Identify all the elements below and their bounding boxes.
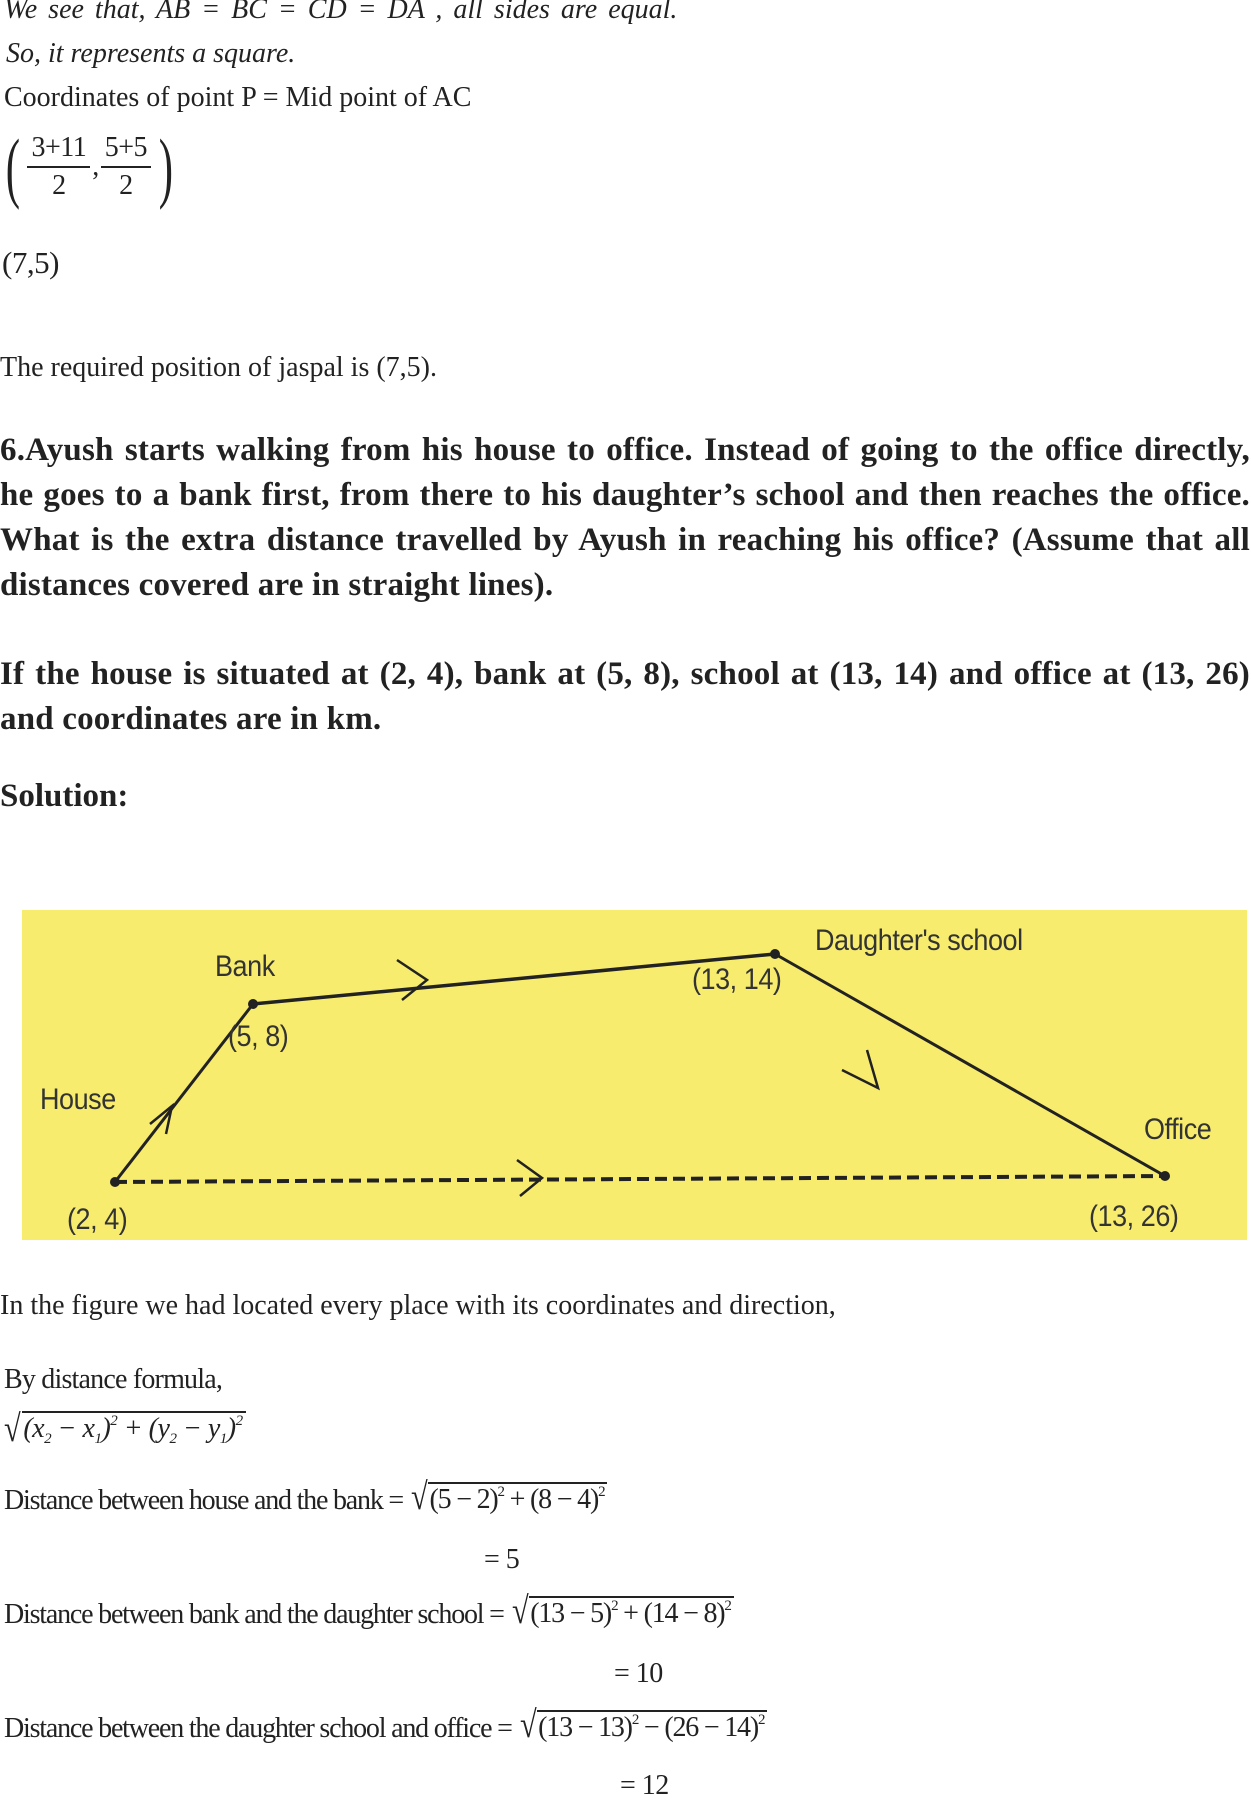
sqrt-symbol bbox=[2, 1410, 246, 1448]
question-given: If the house is situated at (2, 4), bank at (5, 8), school at (13, 14) and office at (13, 26) and coordinates are in km. bbox=[0, 656, 1250, 737]
square-conclusion-line: We see that, AB = BC = CD = DA , all sides are equal. bbox=[4, 0, 678, 25]
arrow-icon bbox=[150, 1106, 172, 1134]
x-fraction bbox=[27, 132, 90, 202]
school-label: Daughter's school bbox=[815, 924, 1023, 957]
distance-result: = 10 bbox=[614, 1658, 663, 1689]
formula-part: + (y bbox=[117, 1413, 170, 1444]
formula-intro: By distance formula, bbox=[4, 1364, 223, 1395]
expr-part: (13 − 5) bbox=[530, 1598, 612, 1629]
sqrt-symbol bbox=[510, 1592, 734, 1630]
formula-part: 2 bbox=[110, 1413, 118, 1429]
expr-part: 2 bbox=[598, 1484, 605, 1500]
expr-part: − (26 − 14) bbox=[638, 1712, 758, 1743]
midpoint-fraction bbox=[0, 123, 179, 210]
distance-row bbox=[4, 1706, 767, 1745]
school-coord: (13, 14) bbox=[692, 963, 782, 996]
distance-formula bbox=[2, 1410, 246, 1449]
office-coord: (13, 26) bbox=[1089, 1200, 1179, 1233]
radical-icon: √ bbox=[4, 1408, 21, 1450]
office-label: Office bbox=[1144, 1113, 1212, 1146]
left-paren: ( bbox=[5, 123, 20, 210]
radical-icon: √ bbox=[410, 1476, 427, 1518]
distance-result: = 12 bbox=[620, 1770, 669, 1801]
expr-part: 2 bbox=[757, 1712, 765, 1728]
x-denominator: 2 bbox=[52, 170, 66, 201]
house-label: House bbox=[40, 1083, 116, 1116]
radical-icon: √ bbox=[519, 1704, 536, 1746]
figure-note: In the figure we had located every place with its coordinates and direction, bbox=[0, 1290, 836, 1321]
comma: , bbox=[92, 151, 99, 182]
arrow-icon bbox=[842, 1050, 878, 1088]
route-diagram bbox=[22, 910, 1247, 1240]
distance-label: Distance between house and the bank = bbox=[4, 1485, 409, 1516]
bank-coord: (5, 8) bbox=[228, 1020, 289, 1053]
solution-heading: Solution: bbox=[0, 778, 129, 814]
formula-part: (x bbox=[23, 1413, 45, 1444]
formula-part: 2 bbox=[44, 1431, 52, 1447]
jaspal-position-conclusion: The required position of jaspal is (7,5). bbox=[0, 352, 438, 383]
formula-part: 2 bbox=[169, 1431, 177, 1447]
expr-part: (5 − 2) bbox=[429, 1484, 498, 1515]
right-paren: ) bbox=[158, 123, 173, 210]
expr-part: 2 bbox=[497, 1484, 504, 1500]
arrow-icon bbox=[397, 960, 427, 1000]
y-denominator: 2 bbox=[119, 170, 133, 201]
formula-part: − x bbox=[51, 1413, 95, 1444]
sqrt-symbol bbox=[518, 1706, 768, 1744]
radicand bbox=[537, 1710, 767, 1744]
radical-icon: √ bbox=[511, 1590, 528, 1632]
bank-label: Bank bbox=[215, 950, 275, 983]
radicand bbox=[529, 1596, 734, 1630]
radicand bbox=[22, 1411, 245, 1448]
radicand bbox=[428, 1482, 607, 1516]
formula-part: ) bbox=[226, 1413, 236, 1444]
formula-part: 1 bbox=[219, 1431, 227, 1447]
distance-label: Distance between the daughter school and office = bbox=[4, 1713, 518, 1744]
y-numerator: 5+5 bbox=[101, 132, 151, 168]
expr-part: 2 bbox=[611, 1598, 618, 1614]
expr-part: (13 − 13) bbox=[538, 1712, 632, 1743]
midpoint-result: (7,5) bbox=[2, 245, 59, 280]
formula-part: ) bbox=[101, 1413, 111, 1444]
expr-part: + (8 − 4) bbox=[503, 1484, 599, 1515]
y-fraction bbox=[101, 132, 151, 202]
distance-result: = 5 bbox=[484, 1544, 520, 1575]
sqrt-symbol bbox=[409, 1478, 608, 1516]
distance-row bbox=[4, 1478, 607, 1517]
expr-part: 2 bbox=[724, 1598, 731, 1614]
x-numerator: 3+11 bbox=[27, 132, 90, 168]
formula-part: 1 bbox=[94, 1431, 102, 1447]
formula-part: − y bbox=[176, 1413, 220, 1444]
square-statement: So, it represents a square. bbox=[6, 38, 296, 69]
distance-label: Distance between bank and the daughter school = bbox=[4, 1599, 510, 1630]
formula-part: 2 bbox=[235, 1413, 243, 1429]
route-lines bbox=[22, 910, 1247, 1240]
house-coord: (2, 4) bbox=[67, 1203, 128, 1236]
expr-part: + (14 − 8) bbox=[617, 1598, 725, 1629]
expr-part: 2 bbox=[631, 1712, 639, 1728]
midpoint-statement: Coordinates of point P = Mid point of AC bbox=[4, 82, 472, 113]
question-text: 6.Ayush starts walking from his house to office. Instead of going to the office directly, he goes to a bank first, from there to his daughter’s school and then reaches the office. What is the extra distance travelled by Ayush in reaching his office? (Assume that all distances covered are in straight lines). bbox=[0, 432, 1250, 603]
distance-row bbox=[4, 1592, 734, 1631]
